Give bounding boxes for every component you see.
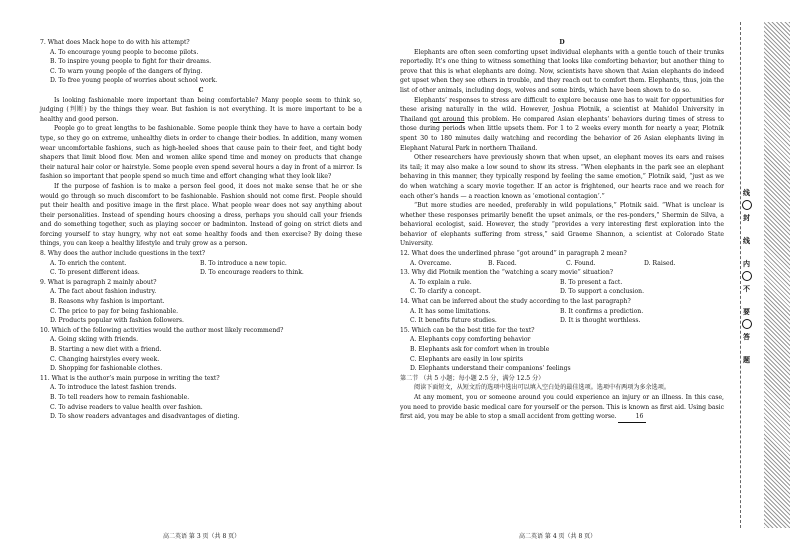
p2-text-after: this problem. He compared Asian elephants’ behaviors during times of stress to those during periods when little upsets them. For 1 to 2 weeks every month for nearly a year, Plotnik spent 30 to 180 minutes daily watching and recording the behavior of 26 Asian elephants living in Elephant Natural Park in northern Thailand. (400, 115, 725, 152)
section-2-text-body: At any moment, you or someone around you could experience an injury or an illness. In this case, you need to provide basic medical care for yourself or the person. This is known as first aid. Using basic first aid, you may be able to stop a small accident from getting worse. (400, 393, 724, 421)
q14-option-a: A. It has some limitations. (410, 307, 491, 315)
passage-d-paragraph-4: “But more studies are needed, preferably in wild populations,” Plotnik said. “What is unclear is whether these responses primarily benefit the upset animals, or the res-ponders,” Shermin de Silva, a behavioral ecologist, said. However, the study “provides a very interesting first exploration into the behavior of elephants suffering from stress,” said Graeme Shannon, a scientist at Colorado State University. (400, 202, 724, 248)
q12-option-c: C. Found. (566, 259, 596, 267)
binding-glyph-7: 答 (743, 332, 750, 341)
q13-option-d: D. To support a conclusion. (560, 288, 645, 296)
passage-c-letter: C (198, 86, 204, 94)
q15-option-b: B. Elephants ask for comfort when in trouble (410, 346, 550, 353)
q15-option-a: A. Elephants copy comforting behavior (410, 336, 531, 344)
q10-option-c: C. Changing hairstyles every week. (50, 355, 160, 363)
q12-option-a: A. Overcame. (410, 259, 452, 267)
passage-d-paragraph-3: Other researchers have previously shown that when upset, an elephant moves its ears and raises its tail; it may also make a low sound to show its stress. “When elephants in the park see an elephant behaving in this manner, they typically respond by feeling the same emotion,” Plotnik said, “just as we do when watching a scary movie together. If an actor is frightened, our hearts race and we reach for each other’s hands — a reaction known as ‘emotional contagion’.” (400, 154, 724, 200)
binding-cut-line (740, 22, 741, 528)
question-11-stem: 11. What is the author’s main purpose in writing the text? (40, 374, 220, 382)
q12-option-b: B. Faced. (488, 259, 517, 267)
passage-d-paragraph-1: Elephants are often seen comforting upset individual elephants with a gentle touch of their trunks reportedly. It’s one thing to witness something that looks like comforting behavior, but another thing to prove that this is what elephants are doing. Now, scientists have shown that Asian elephants do indeed get upset when they see others in trouble, and they reach out to comfort them. Elephants, thus, join the list of other animals, including dogs, wolves and some birds, which have been shown to do so. (400, 48, 724, 94)
binding-glyph-1: 线 (743, 188, 750, 197)
q14-options-row-2 (400, 316, 724, 326)
q9-option-b: B. Reasons why fashion is important. (50, 298, 165, 306)
binding-glyph-4: 内 (743, 259, 750, 268)
binding-circle-2 (742, 271, 752, 281)
q7-option-b: B. To inspire young people to fight for their dreams. (50, 58, 212, 66)
blank-16[interactable]: 16 (618, 412, 646, 423)
passage-d-paragraph-2 (400, 96, 724, 154)
q12-option-d: D. Raised. (644, 259, 676, 267)
binding-circle-3 (742, 319, 752, 329)
q14-option-b: B. It confirms a prediction. (560, 307, 644, 315)
binding-glyph-6: 要 (743, 307, 750, 316)
q8-option-d: D. To encourage readers to think. (200, 269, 304, 277)
q8-option-c: C. To present different ideas. (50, 269, 140, 277)
question-8-stem: 8. Why does the author include questions in the text? (40, 250, 206, 258)
q8-options-row-1 (40, 259, 362, 269)
passage-c-paragraph-1: Is looking fashionable more important than being comfortable? Many people seem to think so, judging (判断) by the things they wear. But fashion is not everything. It is more important to be a healthy and good person. (40, 96, 362, 123)
passage-d-letter: D (559, 39, 565, 46)
q13-option-a: A. To explain a rule. (410, 278, 472, 286)
passage-c-paragraph-2: People go to great lengths to be fashionable. Some people think they have to have a certain body type, so they go on extreme, unhealthy diets in order to change their bodies. In addition, many women wear uncomfortable fashions, such as high-heeled shoes that cause pain to their feet, and tight body shapers that limit blood flow. Men and women alike spend time and money on products that change their natural hair color or hairstyle. Some people even spend several hours a day in front of a mirror. Is fashion so important that people spend so much time and effort changing what they look like? (40, 125, 362, 181)
q10-option-a: A. Going skiing with friends. (50, 336, 139, 344)
q8-option-b: B. To introduce a new topic. (200, 259, 287, 267)
q14-option-c: C. It benefits future studies. (410, 317, 497, 325)
binding-glyph-8: 题 (743, 355, 750, 364)
q11-option-b: B. To tell readers how to remain fashionable. (50, 393, 190, 401)
question-7-stem: 7. What does Mack hope to do with his attempt? (40, 39, 190, 46)
question-12-stem: 12. What does the underlined phrase “got around” in paragraph 2 mean? (400, 250, 627, 258)
q9-option-c: C. The price to pay for being fashionable. (50, 307, 179, 315)
q8-options-row-2 (40, 268, 362, 278)
footer-page-4: 高二英语 第 4 页（共 8 页） (519, 533, 597, 540)
binding-glyph-2: 封 (743, 213, 750, 222)
q13-option-b: B. To present a fact. (560, 278, 623, 286)
left-page-column (40, 38, 362, 422)
section-2-heading: 第二节 （共 5 小题；每小题 2.5 分，满分 12.5 分） (400, 374, 545, 382)
q8-option-a: A. To enrich the content. (50, 259, 127, 267)
binding-circle-1 (742, 200, 752, 210)
section-2-instruction: 阅读下面短文，从短文后的选项中选出可以填入空白处的最佳选项。选项中有两项为多余选项。 (414, 384, 670, 392)
underlined-phrase: got around (429, 115, 465, 123)
binding-glyph-3: 线 (743, 236, 750, 245)
q15-option-c: C. Elephants are easily in low spirits (410, 355, 523, 363)
q14-options-row-1 (400, 307, 724, 317)
q11-option-a: A. To introduce the latest fashion trends. (50, 384, 177, 392)
binding-margin-hatch (764, 22, 790, 528)
question-9-stem: 9. What is paragraph 2 mainly about? (40, 278, 157, 286)
q13-options-row-1 (400, 278, 724, 288)
q14-option-d: D. It is thought worthless. (560, 317, 641, 325)
q7-option-a: A. To encourage young people to become pilots. (50, 48, 199, 56)
q10-option-d: D. Shopping for fashionable clothes. (50, 365, 163, 373)
p2-text-before: Elephants’ responses to stress are difficult to explore because one has to wait for opportunities for these arising naturally in the wild. However, Joshua Plotnik, a scientist at Mahidol University in Thailand (400, 96, 724, 123)
q7-option-c: C. To warn young people of the dangers of flying. (50, 67, 203, 75)
footer-page-3: 高二英语 第 3 页（共 8 页） (163, 533, 241, 540)
question-14-stem: 14. What can be inferred about the study according to the last paragraph? (400, 298, 631, 306)
q15-option-d: D. Elephants understand their companions’ feelings (410, 365, 571, 373)
q13-option-c: C. To clarify a concept. (410, 288, 481, 296)
binding-glyph-5: 不 (743, 284, 750, 293)
question-10-stem: 10. Which of the following activities would the author most likely recommend? (40, 326, 284, 334)
q12-options-row (400, 259, 724, 269)
right-page-column (400, 38, 724, 423)
question-13-stem: 13. Why did Plotnik mention the “watching a scary movie” situation? (400, 269, 614, 277)
section-2-text (400, 393, 724, 423)
q10-option-b: B. Starting a new diet with a friend. (50, 346, 162, 353)
q7-option-d: D. To free young people of worries about school work. (50, 77, 218, 85)
q11-option-d: D. To show readers advantages and disadvantages of dieting. (50, 413, 240, 421)
q9-option-a: A. The fact about fashion industry. (50, 288, 157, 296)
passage-c-paragraph-3: If the purpose of fashion is to make a person feel good, it does not make sense that he or she would go through so much discomfort to be fashionable. Fashion should not come first. People should put their health and positive image in the first place. What people wear does not say anything about their personalities. Instead of spending hours choosing a dress, perhaps you should call your friends and do something together, such as playing soccer or badminton. Instead of going on strict diets and forcing yourself to stay hungry, why not eat some healthy foods and then exercise? By doing these things, you can keep a healthy lifestyle and truly grow as a person. (40, 182, 362, 248)
q13-options-row-2 (400, 287, 724, 297)
q11-option-c: C. To advise readers to value health over fashion. (50, 403, 203, 411)
question-15-stem: 15. Which can be the best title for the text? (400, 326, 535, 334)
q9-option-d: D. Products popular with fashion followers. (50, 317, 184, 325)
